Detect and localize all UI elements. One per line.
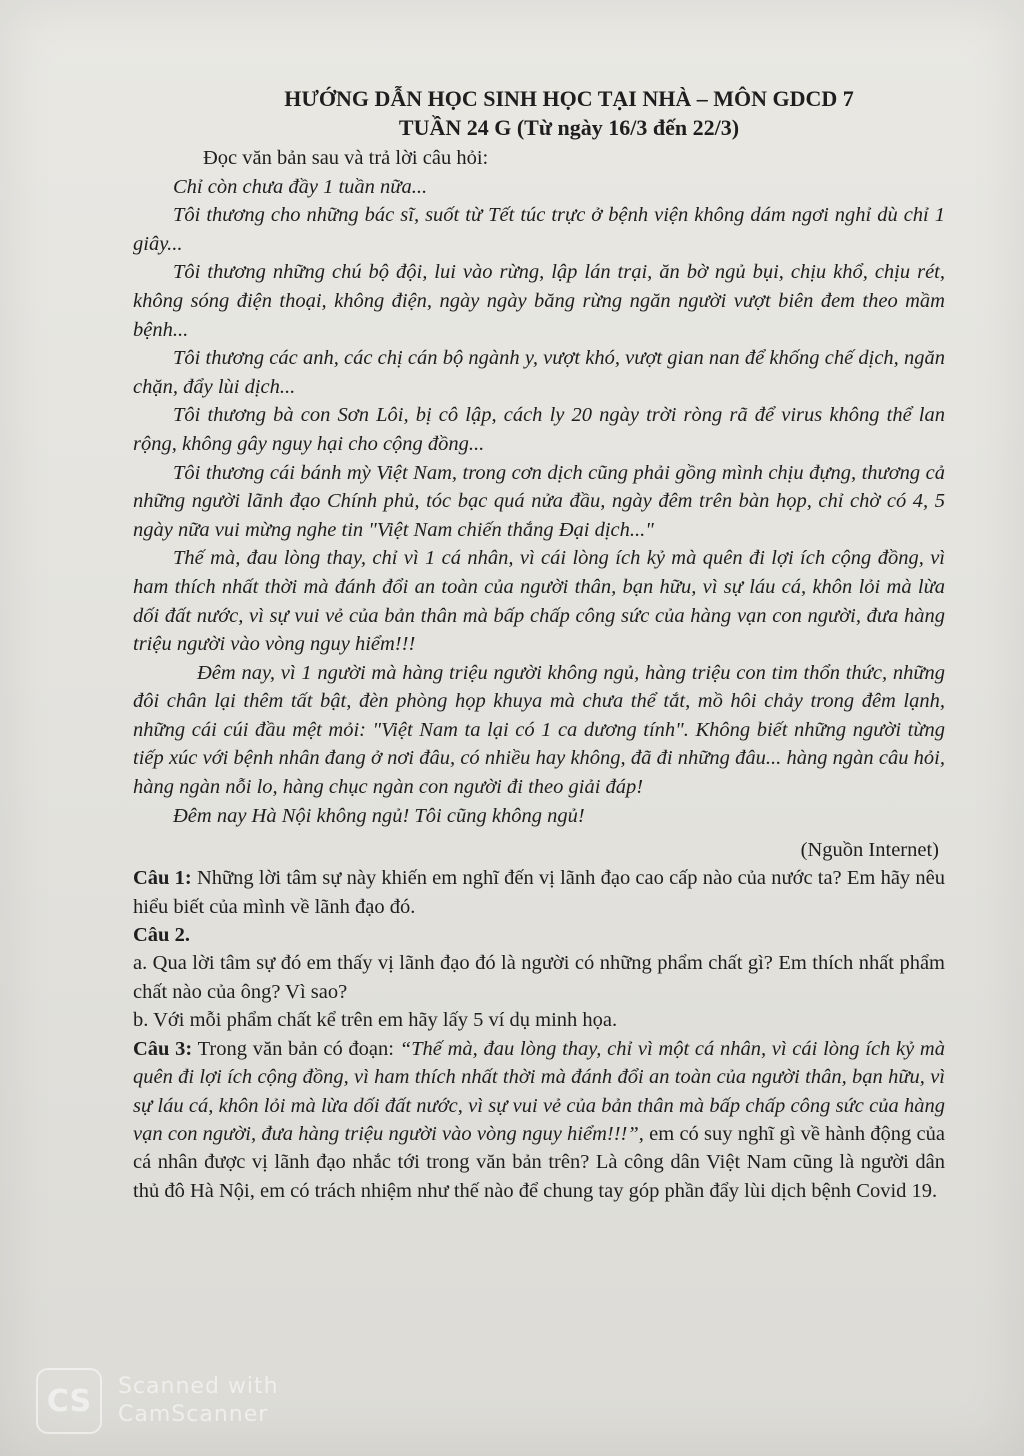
passage-paragraph: Tôi thương bà con Sơn Lôi, bị cô lập, cách ly 20 ngày trời ròng rã để virus không thể lan rộng, không gây nguy hại cho cộng đồng... <box>133 404 945 455</box>
passage-paragraph: Tôi thương các anh, các chị cán bộ ngành y, vượt khó, vượt gian nan để khống chế dịch, ngăn chặn, đẩy lùi dịch... <box>133 347 945 398</box>
passage-paragraph: Chỉ còn chưa đầy 1 tuần nữa... <box>173 175 428 198</box>
document-body <box>133 84 945 1205</box>
reading-passage <box>133 144 945 830</box>
passage-paragraph: Tôi thương những chú bộ đội, lui vào rừng, lập lán trại, ăn bờ ngủ bụi, chịu khổ, chịu rét, không sóng điện thoại, không điện, ngày ngày băng rừng ngăn người vượt biên đem theo mầm bệnh... <box>133 261 945 341</box>
question-2-label: Câu 2. <box>133 924 190 947</box>
question-1-text: Những lời tâm sự này khiến em nghĩ đến vị lãnh đạo cao cấp nào của nước ta? Em hãy nêu hiểu biết của mình về lãnh đạo đó. <box>133 867 945 918</box>
document-title: HƯỚNG DẪN HỌC SINH HỌC TẠI NHÀ – MÔN GDCD 7 <box>284 86 854 111</box>
document-subtitle: TUẦN 24 G (Từ ngày 16/3 đến 22/3) <box>398 115 740 140</box>
passage-paragraph: Đêm nay, vì 1 người mà hàng triệu người không ngủ, hàng triệu con tim thổn thức, những đôi chân lại thêm tất bật, đèn phòng họp khuya mà chưa thể tắt, mồ hôi chảy trong đêm lạnh, những cái cúi đầu mệt mỏi: "Việt Nam ta lại có 1 ca dương tính". Không biết những người từng tiếp xúc với bệnh nhân đang ở nơi đâu, có nhiều hay không, đã đi những đâu... hàng ngàn câu hỏi, hàng ngàn nỗi lo, hàng chục ngàn con người đi theo giải đáp! <box>133 661 945 799</box>
question-3-lead: Trong văn bản có đoạn: <box>192 1037 400 1060</box>
passage-paragraph: Tôi thương cái bánh mỳ Việt Nam, trong cơn dịch cũng phải gồng mình chịu đựng, thương cả những người lãnh đạo Chính phủ, tóc bạc quá nửa đầu, ngày đêm trên bàn họp, chỉ chờ có 4, 5 ngày nữa vui mừng nghe tin "Việt Nam chiến thắng Đại dịch..." <box>133 461 945 541</box>
question-2b: b. Với mỗi phẩm chất kể trên em hãy lấy 5 ví dụ minh họa. <box>133 1009 618 1032</box>
passage-intro: Đọc văn bản sau và trả lời câu hỏi: <box>203 147 489 169</box>
passage-paragraph: Thế mà, đau lòng thay, chỉ vì 1 cá nhân, vì cái lòng ích kỷ mà quên đi lợi ích cộng đồng, vì ham thích nhất thời mà đánh đổi an toàn của người thân, bạn hữu, vì sự láu cá, khôn lỏi mà lừa dối đất nước, vì sự vui vẻ của bản thân mà bấp chấp công sức của hàng vạn con người, đưa hàng triệu người vào vòng nguy hiểm!!! <box>133 547 945 656</box>
watermark-text <box>118 1373 279 1429</box>
question-1 <box>133 864 945 921</box>
question-3-rest: , em có suy nghĩ gì về hành động của cá nhân được vị lãnh đạo nhắc tới trong văn bản trên? Là công dân Việt Nam cũng là người dân thủ đô Hà Nội, em có trách nhiệm như thế nào để chung tay góp phần đẩy lùi dịch bệnh Covid 19. <box>133 1122 945 1202</box>
passage-paragraph: Đêm nay Hà Nội không ngủ! Tôi cũng không ngủ! <box>173 804 585 827</box>
question-3 <box>133 1035 945 1205</box>
question-2a: a. Qua lời tâm sự đó em thấy vị lãnh đạo đó là người có những phẩm chất gì? Em thích nhất phẩm chất nào của ông? Vì sao? <box>133 952 945 1003</box>
question-3-label: Câu 3: <box>133 1037 193 1060</box>
passage-paragraph: Tôi thương cho những bác sĩ, suốt từ Tết túc trực ở bệnh viện không dám ngơi nghỉ dù chỉ 1 giây... <box>133 204 945 255</box>
question-3-quote: “Thế mà, đau lòng thay, chỉ vì một cá nhân, vì cái lòng ích kỷ mà quên đi lợi ích cộng đồng, vì ham thích nhất thời mà đánh đổi an toàn của người thân, bạn hữu, vì sự láu cá, khôn lỏi mà lừa dối đất nước, vì sự vui vẻ của bản thân mà bấp chấp công sức của hàng vạn con người, đưa hàng triệu người vào vòng nguy hiểm!!!” <box>133 1037 945 1145</box>
camscanner-watermark <box>36 1368 279 1434</box>
question-2 <box>133 921 945 949</box>
passage-source: (Nguồn Internet) <box>800 839 939 862</box>
watermark-line-1: Scanned with <box>118 1374 279 1399</box>
watermark-line-2: CamScanner <box>118 1402 269 1427</box>
question-1-label: Câu 1: <box>133 867 192 890</box>
camscanner-logo-icon: CS <box>36 1368 102 1434</box>
